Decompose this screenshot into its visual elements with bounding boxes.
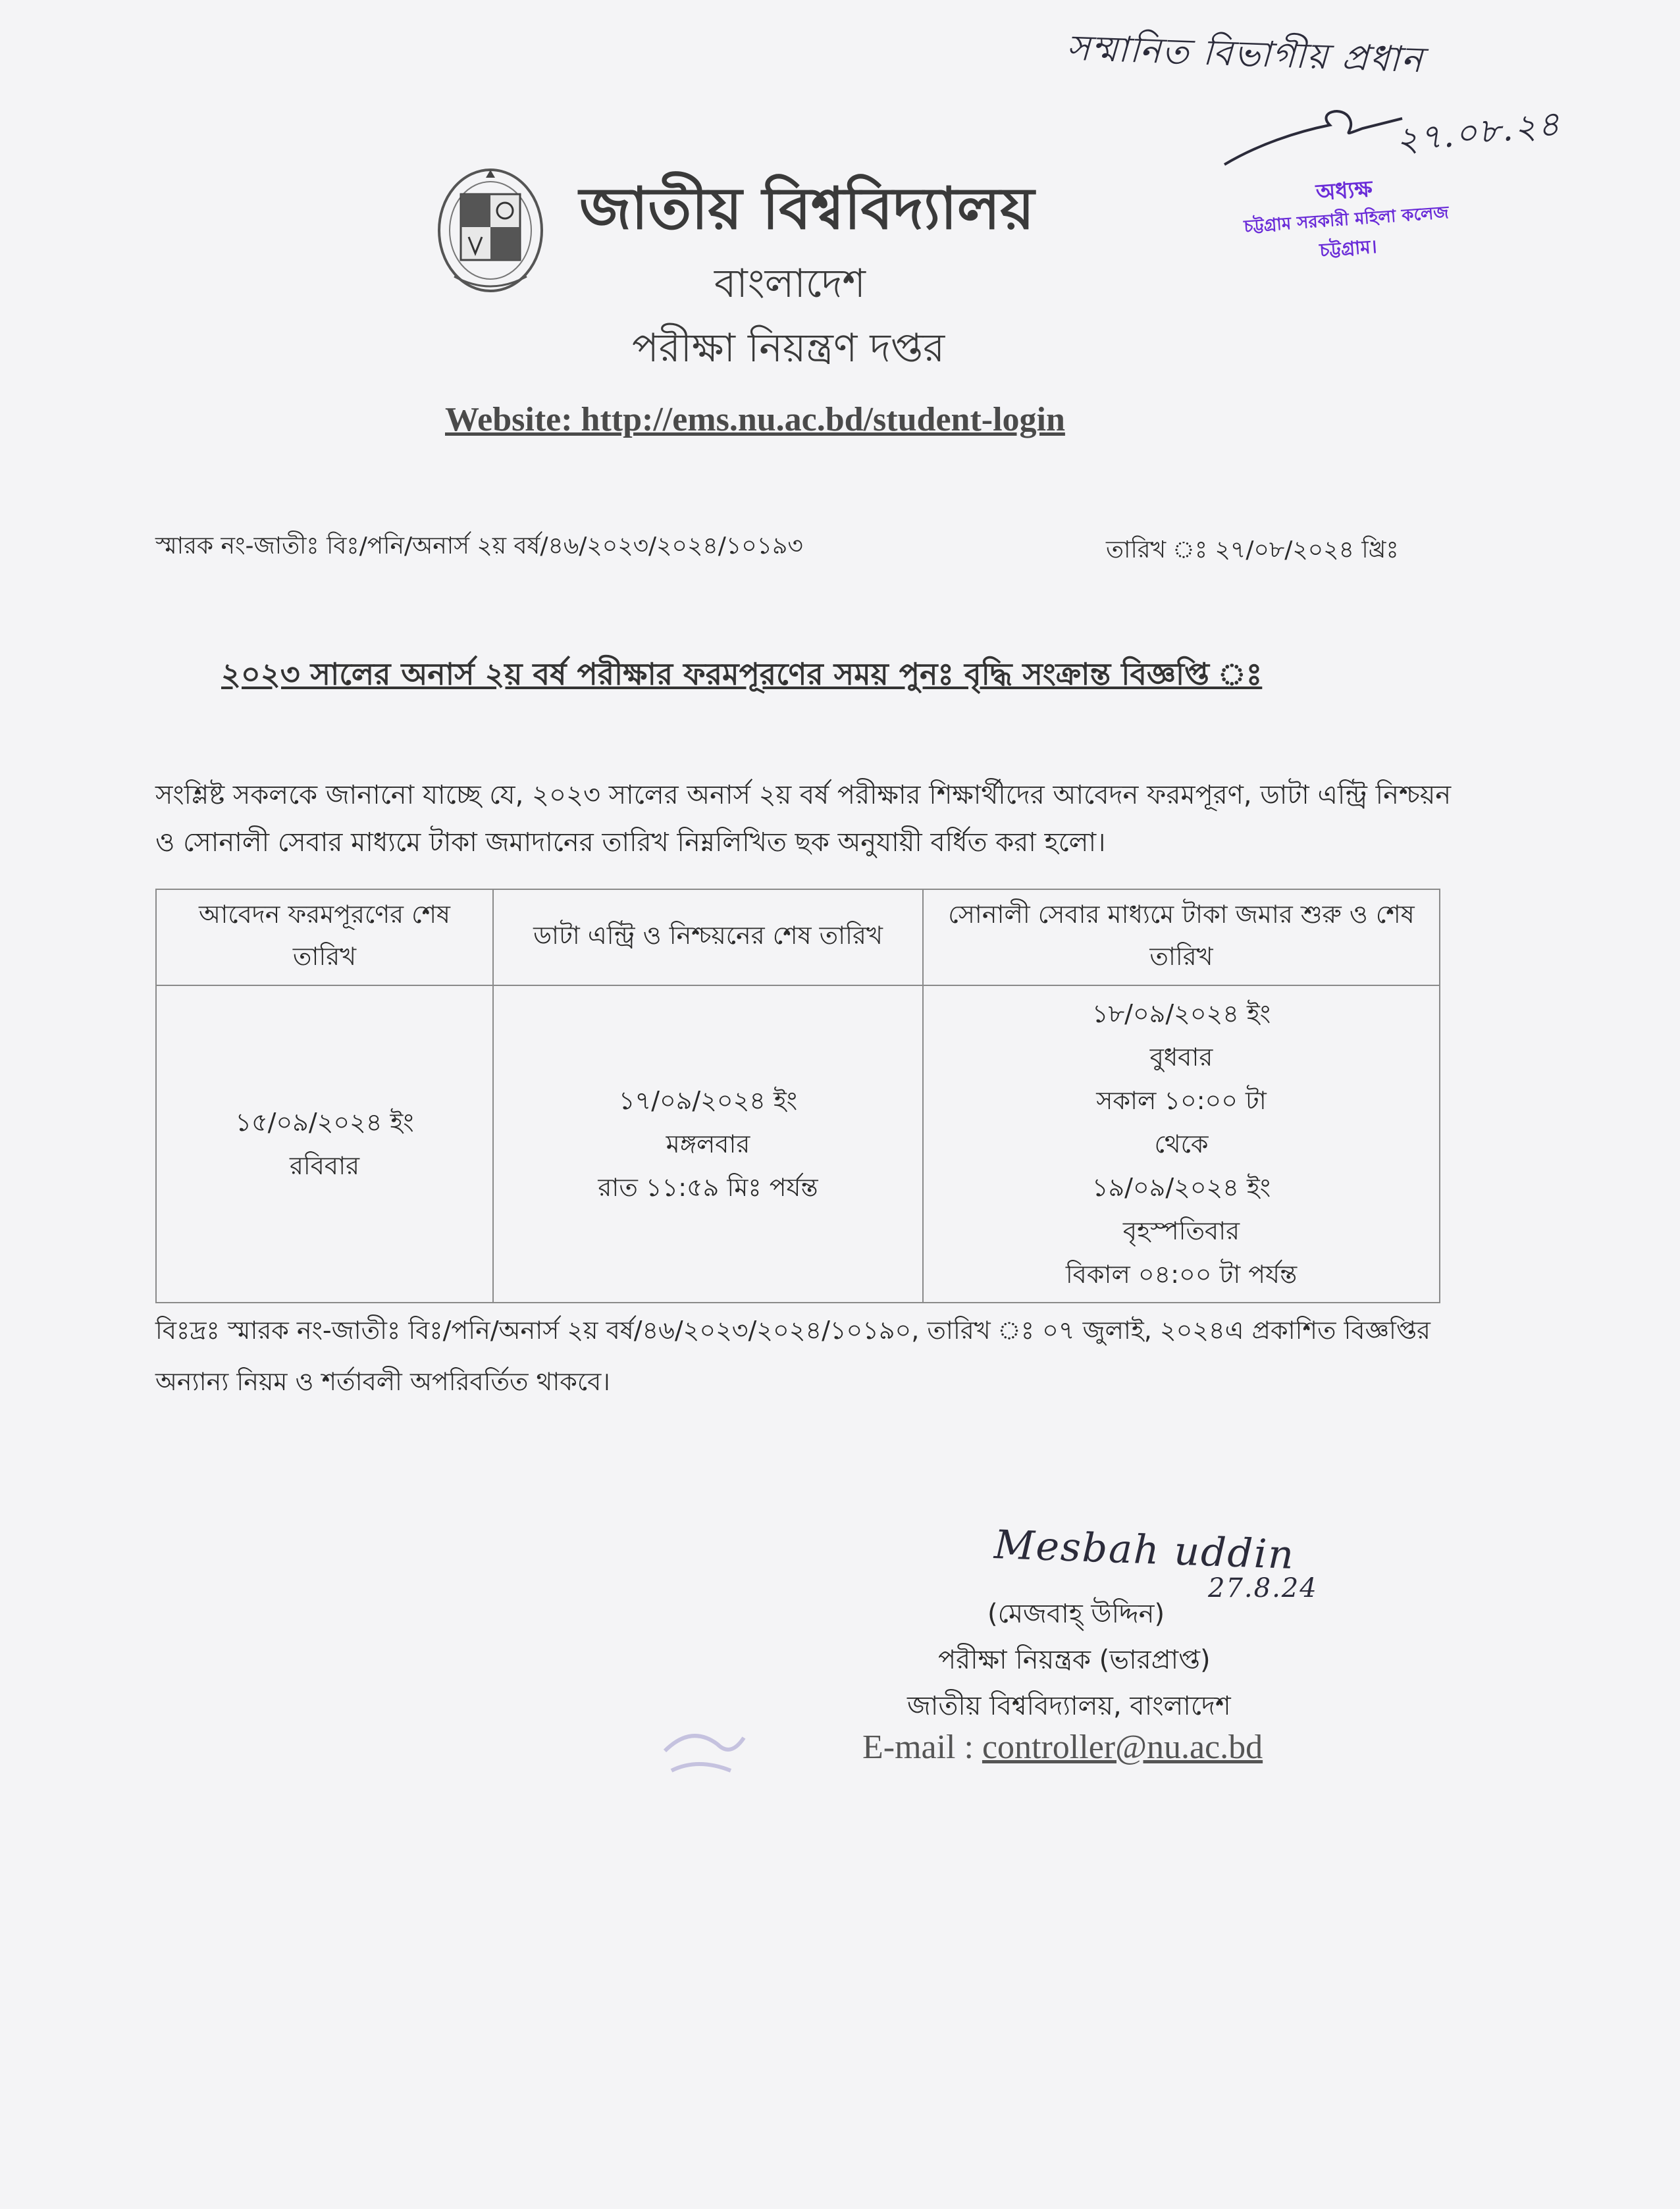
stamp-title: অধ্যক্ষ [1315,176,1374,207]
cell-data-entry [493,985,923,1303]
forwarding-note: সম্মানিত বিভাগীয় প্রধান [1066,26,1425,81]
forwarding-date: ২৭.০৮.২৪ [1394,104,1563,161]
signatory-name: (মেজবাহ্ উদ্দিন) [987,1599,1165,1629]
stamp-college: চট্টগ্রাম সরকারী মহিলা কলেজ [1243,203,1450,237]
initials-scribble [1218,99,1415,178]
notice-body: সংশ্লিষ্ট সকলকে জানানো যাচ্ছে যে, ২০২৩ সালের অনার্স ২য় বর্ষ পরীক্ষার শিক্ষার্থীদের আবেদন ফরমপূরণ, ডাটা এন্ট্রি নিশ্চয়ন ও সোনালী সেবার মাধ্যমে টাকা জমাদানের তারিখ নিম্নলিখিত ছক অনুযায়ী বর্ধিত করা হলো। [155,780,1452,858]
email-label: E-mail : [862,1728,974,1766]
website-link[interactable]: Website: http://ems.nu.ac.bd/student-login [445,401,1065,438]
office-name: পরীক্ষা নিয়ন্ত্রণ দপ্তর [632,325,945,371]
signatory-title: পরীক্ষা নিয়ন্ত্রক (ভারপ্রাপ্ত) [938,1645,1211,1675]
cell-payment [923,985,1440,1303]
payment-from: থেকে [1154,1130,1209,1158]
memo-number: স্মারক নং-জাতীঃ বিঃ/পনি/অনার্স ২য় বর্ষ/৪৬/২০২৩/২০২৪/১০১৯৩ [155,533,803,559]
form-fillup-date: ১৫/০৯/২০২৪ ইং [235,1108,414,1137]
page-title: জাতীয় বিশ্ববিদ্যালয় [579,174,1035,242]
data-entry-time: রাত ১১:৫৯ মিঃ পর্যন্ত [598,1173,818,1202]
payment-start-date: ১৮/০৯/২০২৪ ইং [1091,999,1271,1028]
payment-end-time: বিকাল ০৪:০০ টা পর্যন্ত [1065,1260,1298,1289]
schedule-table [155,889,1440,1303]
header-payment: সোনালী সেবার মাধ্যমে টাকা জমার শুরু ও শেষ তারিখ [923,889,1440,985]
table-header-row [156,889,1440,985]
notice-footnote: বিঃদ্রঃ স্মারক নং-জাতীঃ বিঃ/পনি/অনার্স ২য় বর্ষ/৪৬/২০২৩/২০২৪/১০১৯০, তারিখ ঃ ০৭ জুলাই, ২০২৪এ প্রকাশিত বিজ্ঞপ্তির অন্যান্য নিয়ম ও শর্তাবলী অপরিবর্তিত থাকবে। [155,1316,1431,1396]
country-name: বাংলাদেশ [714,261,866,307]
notice-subject: ২০২৩ সালের অনার্স ২য় বর্ষ পরীক্ষার ফরমপূরণের সময় পুনঃ বৃদ্ধি সংক্রান্ত বিজ্ঞপ্তি ঃ [221,656,1263,692]
form-fillup-day: রবিবার [290,1151,359,1180]
payment-end-day: বৃহস্পতিবার [1122,1216,1240,1245]
signatory-org: জাতীয় বিশ্ববিদ্যালয়, বাংলাদেশ [907,1691,1231,1721]
signature-date: 27.8.24 [1208,1573,1318,1603]
principal-stamp [1215,168,1477,273]
signatory-email [862,1728,1263,1767]
data-entry-day: মঙ্গলবার [666,1130,750,1158]
header-data-entry: ডাটা এন্ট্রি ও নিশ্চয়নের শেষ তারিখ [493,889,923,985]
faint-seal-mark [652,1711,750,1784]
stamp-city: চট্টগ্রাম। [1319,235,1378,261]
data-entry-date: ১৭/০৯/২০২৪ ইং [618,1086,798,1115]
header-form-fillup: আবেদন ফরমপূরণের শেষ তারিখ [156,889,493,985]
university-logo-icon [434,165,546,296]
memo-date: তারিখ ঃ ২৭/০৮/২০২৪ খ্রিঃ [1106,536,1399,563]
email-link[interactable]: controller@nu.ac.bd [982,1728,1263,1766]
payment-end-date: ১৯/০৯/২০২৪ ইং [1091,1173,1271,1202]
table-row [156,985,1440,1303]
handwritten-signature: Mesbah uddin [993,1522,1296,1578]
cell-form-fillup [156,985,493,1303]
payment-start-time: সকাল ১০:০০ টা [1096,1086,1267,1115]
payment-start-day: বুধবার [1149,1043,1213,1072]
